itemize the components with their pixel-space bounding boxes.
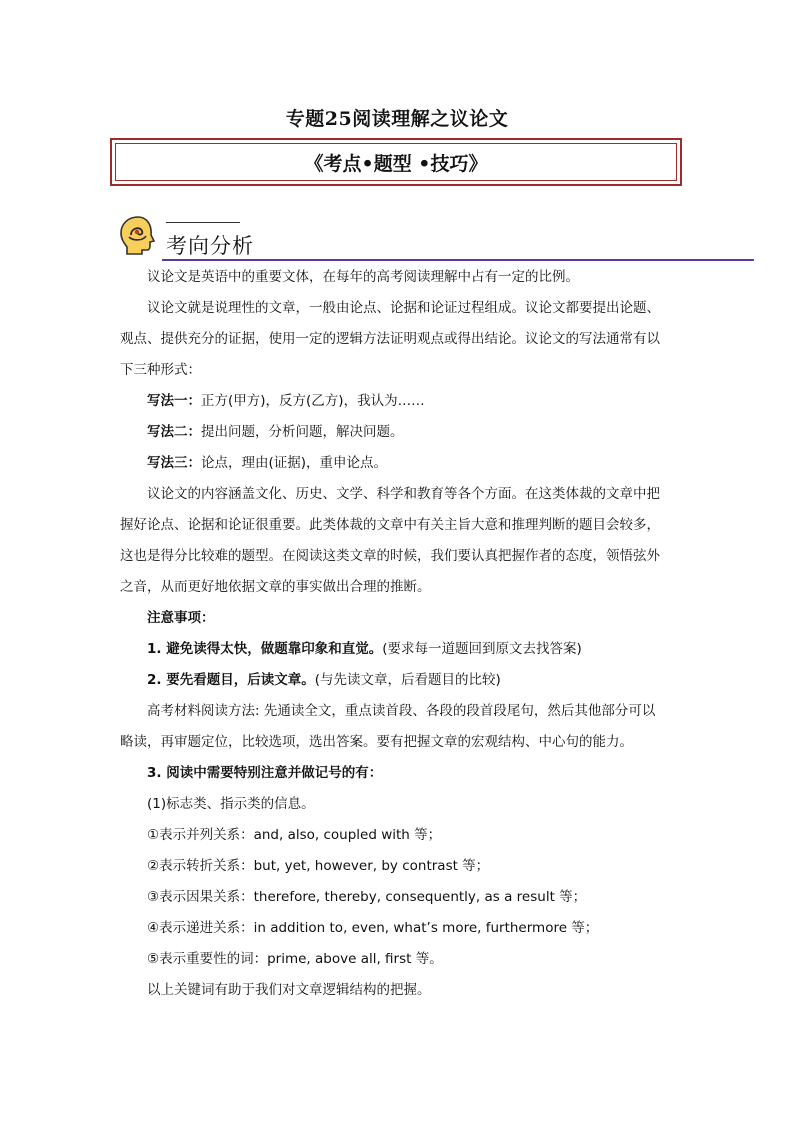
- note-1: [120, 634, 680, 665]
- header-rule: [162, 259, 754, 261]
- notes-heading: 注意事项：: [147, 610, 215, 626]
- paragraph-line: 之音，从而更好地依据文章的事实做出合理的推断。: [120, 579, 431, 595]
- connector-item: ④表示递进关系：in addition to, even, what’s more, furthermore 等；: [147, 920, 599, 936]
- subtitle-frame: [110, 138, 682, 186]
- connector-item: ①表示并列关系：and, also, coupled with 等；: [147, 827, 442, 843]
- note-2: [120, 665, 680, 696]
- method-1-text: 正方(甲方)，反方(乙方)，我认为……: [201, 393, 425, 409]
- note-1-text: (要求每一道题回到原文去找答案): [382, 641, 582, 657]
- document-body: [120, 262, 680, 1006]
- method-3: [120, 448, 680, 479]
- head-lightbulb-icon: [118, 214, 158, 258]
- section-label: 考向分析: [166, 234, 254, 258]
- connector-item: ②表示转折关系：but, yet, however, by contrast 等；: [147, 858, 490, 874]
- paragraph-line: 这也是得分比较难的题型。在阅读这类文章的时候，我们要认真把握作者的态度，领悟弦外: [120, 548, 660, 564]
- paragraph-line: 观点、提供充分的证据，使用一定的逻辑方法证明观点或得出结论。议论文的写法通常有以: [120, 331, 660, 347]
- connector-item: ⑤表示重要性的词：prime, above all, first 等。: [147, 951, 443, 967]
- closing-line: 以上关键词有助于我们对文章逻辑结构的把握。: [147, 982, 431, 998]
- method-2-label: 写法二：: [147, 424, 201, 440]
- page-title: 专题25阅读理解之议论文: [285, 108, 509, 130]
- method-1-label: 写法一：: [147, 393, 201, 409]
- paragraph-intro: 议论文是英语中的重要文体，在每年的高考阅读理解中占有一定的比例。: [147, 269, 579, 285]
- method-3-label: 写法三：: [147, 455, 201, 471]
- paragraph-line: 略读，再审题定位，比较选项，选出答案。要有把握文章的宏观结构、中心句的能力。: [120, 734, 633, 750]
- paragraph-line: 议论文就是说理性的文章，一般由论点、论据和论证过程组成。议论文都要提出论题、: [147, 300, 660, 316]
- method-2: [120, 417, 680, 448]
- note-2-bold: 2. 要先看题目，后读文章。: [147, 672, 315, 688]
- sub-item: (1)标志类、指示类的信息。: [147, 796, 315, 812]
- method-3-text: 论点，理由(证据)，重申论点。: [201, 455, 388, 471]
- paragraph-line: 议论文的内容涵盖文化、历史、文学、科学和教育等各个方面。在这类体裁的文章中把: [147, 486, 660, 502]
- method-1: [120, 386, 680, 417]
- paragraph-line: 高考材料阅读方法: 先通读全文，重点读首段、各段的段首段尾句，然后其他部分可以: [147, 703, 656, 719]
- subtitle: 《考点•题型 •技巧》: [115, 143, 677, 181]
- note-3: 3. 阅读中需要特别注意并做记号的有：: [147, 765, 383, 781]
- paragraph-line: 下三种形式：: [120, 362, 201, 378]
- header-top-line: [166, 222, 240, 223]
- section-header: [118, 210, 754, 262]
- paragraph-line: 握好论点、论据和论证很重要。此类体裁的文章中有关主旨大意和推理判断的题目会较多，: [120, 517, 660, 533]
- note-1-bold: 1. 避免读得太快，做题靠印象和直觉。: [147, 641, 383, 657]
- connector-item: ③表示因果关系：therefore, thereby, consequently, as a result 等；: [147, 889, 587, 905]
- method-2-text: 提出问题，分析问题，解决问题。: [201, 424, 404, 440]
- note-2-text: (与先读文章，后看题目的比较): [314, 672, 501, 688]
